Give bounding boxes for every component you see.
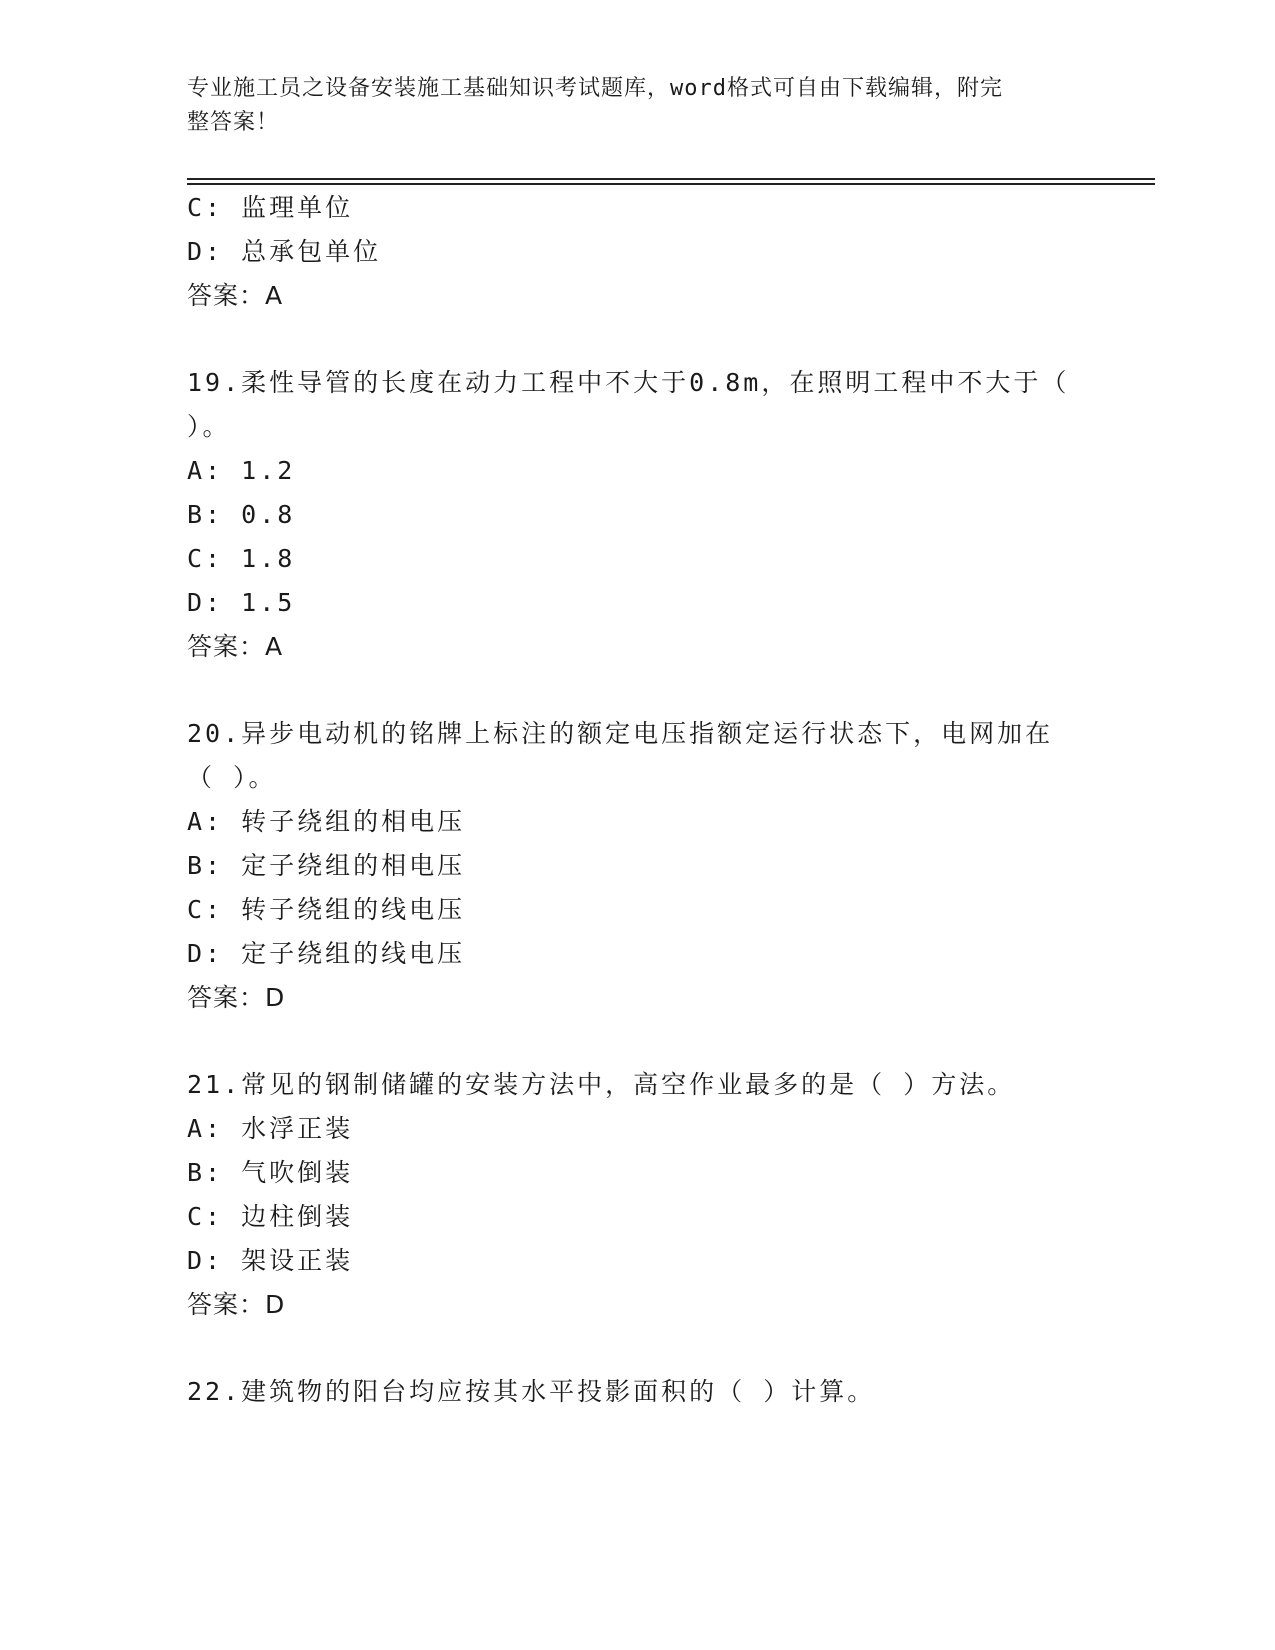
question-20-option-a: A: 转子绕组的相电压 (187, 807, 466, 836)
question-20-option-b: B: 定子绕组的相电压 (187, 851, 466, 880)
question-20-stem: 20.异步电动机的铭牌上标注的额定电压指额定运行状态下，电网加在 (187, 719, 1054, 748)
question-20-option-d: D: 定子绕组的线电压 (187, 939, 466, 968)
question-20-stem-cont: （ ）。 (187, 763, 277, 792)
question-20-answer: 答案：D (187, 983, 286, 1012)
question-19-option-c: C: 1.8 (187, 544, 296, 573)
question-22-stem: 22.建筑物的阳台均应按其水平投影面积的（ ）计算。 (187, 1377, 876, 1406)
header-line-1: 专业施工员之设备安装施工基础知识考试题库，word格式可自由下载编辑，附完 (187, 76, 1003, 101)
header-line-2: 整答案！ (187, 110, 280, 135)
question-21-answer: 答案：D (187, 1290, 286, 1319)
question-19-option-d: D: 1.5 (187, 588, 296, 617)
document-header (187, 72, 1067, 140)
question-21-option-b: B: 气吹倒装 (187, 1158, 354, 1187)
question-19-stem: 19.柔性导管的长度在动力工程中不大于0.8m，在照明工程中不大于（ (187, 368, 1070, 397)
question-19-option-a: A: 1.2 (187, 456, 296, 485)
question-19-stem-cont: ）。 (187, 412, 231, 441)
question-20-option-c: C: 转子绕组的线电压 (187, 895, 466, 924)
question-21-stem: 21.常见的钢制储罐的安装方法中，高空作业最多的是（ ）方法。 (187, 1070, 1016, 1099)
header-rule-top (187, 178, 1155, 180)
answer-line: 答案：A (187, 281, 284, 310)
header-rule-bottom (187, 183, 1155, 185)
question-21-option-a: A: 水浮正装 (187, 1114, 354, 1143)
option-d: D: 总承包单位 (187, 237, 382, 266)
question-21-option-d: D: 架设正装 (187, 1246, 354, 1275)
question-19-answer: 答案：A (187, 632, 284, 661)
option-c: C: 监理单位 (187, 193, 354, 222)
question-21-option-c: C: 边柱倒装 (187, 1202, 354, 1231)
question-19-option-b: B: 0.8 (187, 500, 296, 529)
